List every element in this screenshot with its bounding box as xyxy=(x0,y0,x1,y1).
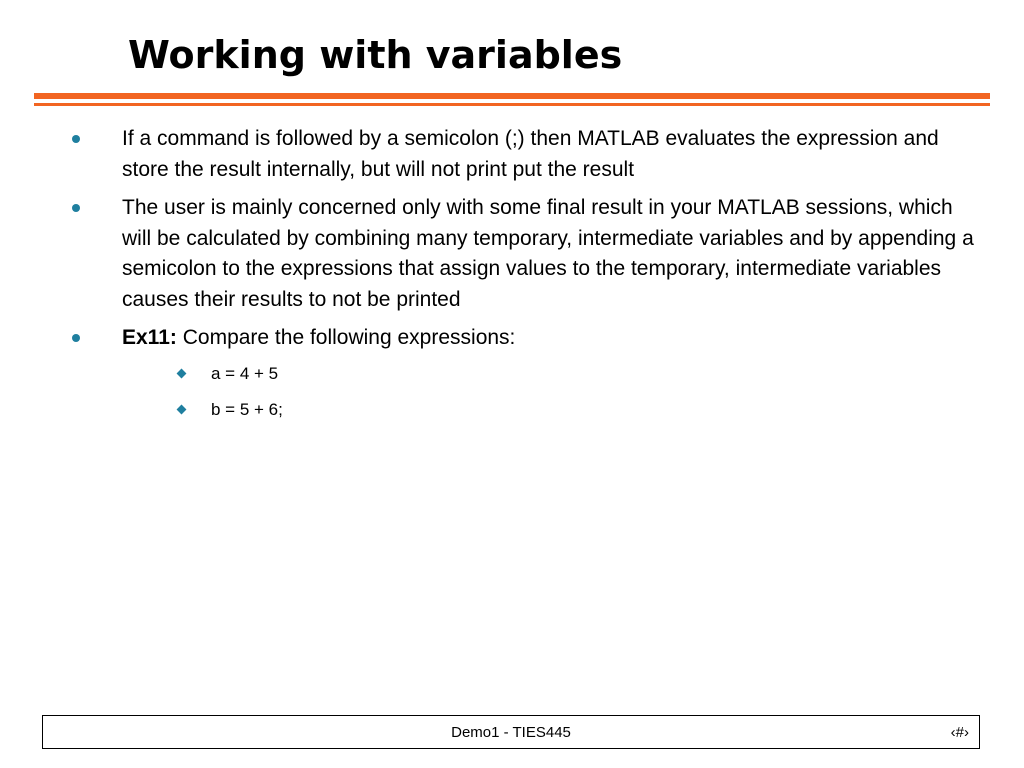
slide-number: ‹#› xyxy=(950,724,969,741)
bullet-dot-icon xyxy=(72,204,80,212)
diamond-bullet-icon xyxy=(177,404,187,414)
bullet-text: If a command is followed by a semicolon (;) then MATLAB evaluates the expression and store the result internally, but will not print put the result xyxy=(122,127,939,181)
bullet-item-user-concern xyxy=(0,193,982,315)
bullet-item-example xyxy=(0,323,982,354)
bullet-item-semicolon xyxy=(0,124,982,185)
sub-item-expression-a xyxy=(0,362,1000,386)
sub-item-text: b = 5 + 6; xyxy=(211,399,283,419)
footer xyxy=(42,715,980,749)
sub-item-text: a = 4 + 5 xyxy=(211,363,279,383)
bullet-dot-icon xyxy=(72,334,80,342)
sub-item-expression-b xyxy=(0,398,1000,422)
title-underline-thick xyxy=(34,93,990,99)
example-label: Ex11: xyxy=(122,326,177,349)
bullet-dot-icon xyxy=(72,135,80,143)
title-underline-thin xyxy=(34,103,990,106)
slide-title: Working with variables xyxy=(128,33,623,77)
footer-title: Demo1 - TIES445 xyxy=(451,724,571,741)
bullet-list xyxy=(0,124,1000,434)
bullet-text: Compare the following expressions: xyxy=(176,326,516,349)
diamond-bullet-icon xyxy=(177,368,187,378)
bullet-text: The user is mainly concerned only with some final result in your MATLAB sessions, which will be calculated by combining many temporary, intermediate variables and by appending a semicolon to the expressions that assign values to the temporary, intermediate variables causes their results to not be printed xyxy=(122,196,974,311)
